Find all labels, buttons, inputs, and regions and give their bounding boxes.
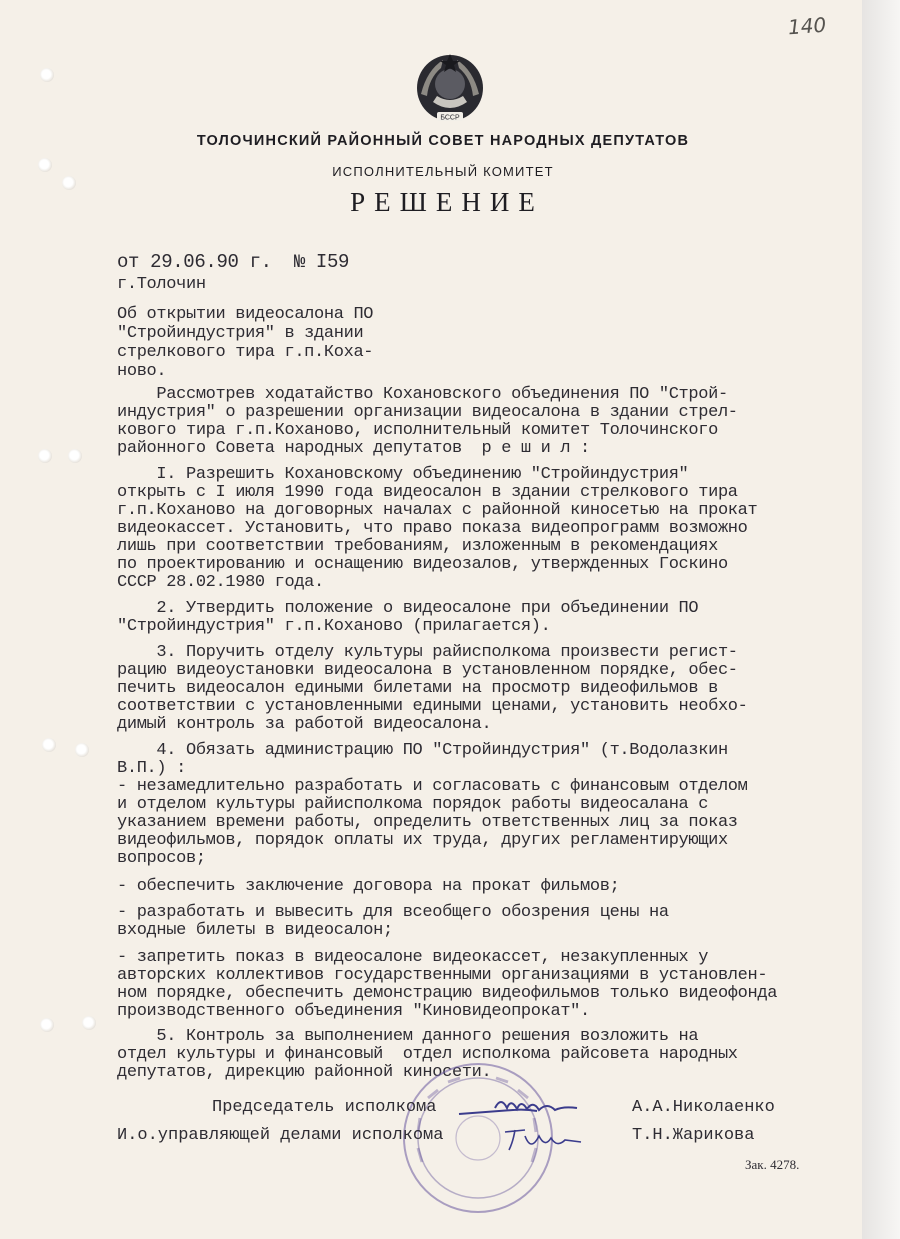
page-number: 140 [787,12,827,40]
place-line: г.Толочин [117,275,206,294]
body-line: лишь при соответствии требованиям, изложенным в рекомендациях [117,537,718,556]
body-line: соответствии с установленными едиными ценами, установить необхо- [117,697,748,716]
body-line: - незамедлительно разработать и согласовать с финансовым отделом [117,777,748,796]
body-line: и отделом культуры райисполкома порядок работы видеосалана с [117,795,709,814]
secretary-title: И.о.управляющей делами исполкома [117,1126,444,1145]
body-line: - запретить показ в видеосалоне видеокассет, незакупленных у [117,948,709,967]
body-line: Рассмотрев ходатайство Кохановского объединения ПО "Строй- [117,385,728,404]
subject-line: "Стройиндустрия" в здании [117,324,364,343]
body-line: по проектированию и оснащению видеозалов, утвержденных Госкино [117,555,728,574]
body-line: димый контроль за работой видеосалона. [117,715,492,734]
emblem-label: БССР [440,114,460,122]
body-line: 3. Поручить отделу культуры райисполкома произвести регист- [117,643,738,662]
body-line: рацию видеоустановки видеосалона в установленном порядке, обес- [117,661,738,680]
order-number: Зак. 4278. [745,1157,800,1172]
chair-name: А.А.Николаенко [632,1098,775,1117]
state-emblem-icon [413,50,487,128]
body-line: открыть с I июля 1990 года видеосалон в здании стрелкового тира [117,483,738,502]
punch-hole [82,1016,96,1030]
body-line: ном порядке, обеспечить демонстрацию видеофильмов только видеофонда [117,984,778,1003]
document-title: РЕШЕНИЕ [350,187,544,217]
punch-hole [68,449,82,463]
body-line: СССР 28.02.1980 года. [117,573,324,592]
chair-signature-icon [455,1090,585,1126]
body-line: "Стройиндустрия" г.п.Коханово (прилагается). [117,617,551,636]
chair-title: Председатель исполкома [212,1098,437,1117]
body-line: печить видеосалон едиными билетами на просмотр видеофильмов в [117,679,718,698]
body-line: В.П.) : [117,759,186,778]
punch-hole [38,449,52,463]
punch-hole [40,68,54,82]
body-line: - разработать и вывесить для всеобщего обозрения цены на [117,903,669,922]
body-line: 5. Контроль за выполнением данного решения возложить на [117,1027,699,1046]
body-line: - обеспечить заключение договора на прокат фильмов; [117,877,620,896]
secretary-name: Т.Н.Жарикова [632,1126,755,1145]
body-line: указанием времени работы, определить ответственных лиц за показ [117,813,738,832]
body-line: депутатов, дирекцию районной киносети. [117,1063,492,1082]
subject-line: стрелкового тира г.п.Коха- [117,343,374,362]
subject-line: ново. [117,362,167,381]
body-line: районного Совета народных депутатов р е ш и л : [117,439,590,458]
subject-line: Об открытии видеосалона ПО [117,305,374,324]
body-line: входные билеты в видеосалон; [117,921,393,940]
body-line: 4. Обязать администрацию ПО "Стройиндустрия" (т.Водолазкин [117,741,728,760]
body-line: вопросов; [117,849,206,868]
punch-hole [40,1018,54,1032]
background-edge [862,0,900,1239]
body-line: 2. Утвердить положение о видеосалоне при объединении ПО [117,599,699,618]
secretary-signature-icon [495,1122,590,1158]
body-line: авторских коллективов государственными организациями в установлен- [117,966,768,985]
body-line: кового тира г.п.Коханово, исполнительный комитет Толочинского [117,421,718,440]
punch-hole [42,738,56,752]
body-line: индустрия" о разрешении организации видеосалона в здании стрел- [117,403,738,422]
body-line: I. Разрешить Кохановскому объединению "Стройиндустрия" [117,465,689,484]
body-line: отдел культуры и финансовый отдел исполкома райсовета народных [117,1045,738,1064]
council-header: ТОЛОЧИНСКИЙ РАЙОННЫЙ СОВЕТ НАРОДНЫХ ДЕПУТАТОВ [196,133,690,149]
body-line: г.п.Коханово на договорных началах с районной киносетью на прокат [117,501,758,520]
punch-hole [75,743,89,757]
date-number-line: от 29.06.90 г. № I59 [117,251,350,273]
body-line: видеофильмов, порядок оплаты их труда, других регламентирующих [117,831,728,850]
committee-header: ИСПОЛНИТЕЛЬНЫЙ КОМИТЕТ [332,164,554,179]
body-line: производственного объединения "Киновидеопрокат". [117,1002,590,1021]
body-line: видеокассет. Установить, что право показа видеопрограмм возможно [117,519,748,538]
